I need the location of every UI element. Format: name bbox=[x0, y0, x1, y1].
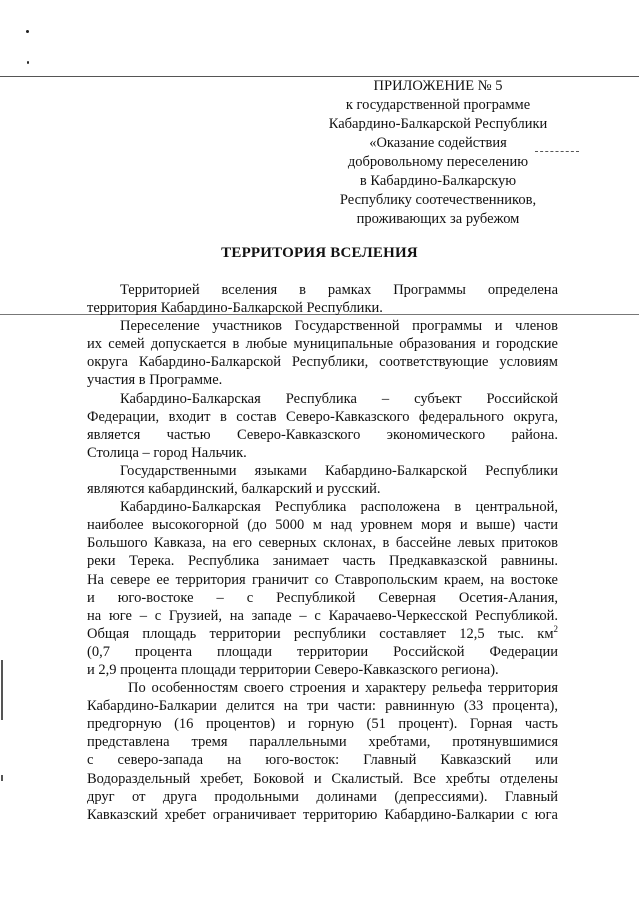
appendix-line: проживающих за рубежом bbox=[356, 211, 520, 227]
appendix-line: в Кабардино-Балкарскую bbox=[359, 173, 517, 189]
text-line: предгорную (16 процентов) и горную (51 процент). Горная часть bbox=[87, 716, 558, 733]
text-line: территория Кабардино-Балкарской Республики. bbox=[87, 300, 383, 317]
text-line: являются кабардинский, балкарский и русский. bbox=[87, 481, 381, 498]
text-line: Федерации, входит в состав Северо-Кавказского федерального округа, bbox=[87, 408, 558, 425]
text-line: Кавказский хребет ограничивает территорию Кабардино-Балкарии с юга bbox=[87, 806, 558, 823]
text-line: округа Кабардино-Балкарской Республики, соответствующие условиям bbox=[87, 354, 558, 371]
scan-dot bbox=[26, 30, 29, 33]
text-line: реки Терека. Республика занимает часть Предкавказской равнины. bbox=[87, 553, 558, 570]
text-line: На севере ее территория граничит со Ставропольским краем, на востоке bbox=[87, 571, 558, 588]
text-line: наиболее высокогорной (до 5000 м над уровнем моря и выше) части bbox=[87, 517, 558, 534]
text-line: Территорией вселения в рамках Программы определена bbox=[120, 282, 558, 298]
text-line bbox=[87, 625, 558, 643]
text-line: Кабардино-Балкарская Республика – субъект Российской bbox=[120, 390, 558, 407]
appendix-line: к государственной программе bbox=[345, 97, 531, 113]
text-line: с северо-запада на юго-восток: Главный Кавказский или bbox=[87, 752, 558, 769]
area-unit-superscript: 2 bbox=[553, 623, 558, 634]
scan-edge-mark bbox=[1, 775, 3, 781]
text-line: Водораздельный хребет, Боковой и Скалистый. Все хребты отделены bbox=[87, 770, 558, 787]
text-line: является частью Северо-Кавказского экономического района. bbox=[87, 426, 558, 443]
appendix-line: «Оказание содействия bbox=[369, 135, 507, 151]
text-line: Большого Кавказа, на его северных склонах, в бассейне левых притоков bbox=[87, 535, 558, 552]
scan-dot bbox=[27, 61, 29, 64]
text-line: друг от друга продольными долинами (депрессиями). Главный bbox=[87, 788, 558, 805]
appendix-line: Кабардино-Балкарской Республики bbox=[328, 116, 548, 132]
text-line: представлена тремя параллельными хребтами, протянувшимися bbox=[87, 734, 558, 751]
scan-edge-mark bbox=[1, 660, 3, 720]
text-line: Переселение участников Государственной программы и членов bbox=[120, 318, 558, 335]
text-line: их семей допускается в любые муниципальные образования и городские bbox=[87, 336, 558, 353]
body-text bbox=[87, 281, 558, 824]
text-line: По особенностям своего строения и характеру рельефа территория bbox=[128, 680, 558, 697]
text-line: Кабардино-Балкарии делится на три части: равнинную (33 процента), bbox=[87, 698, 558, 715]
appendix-line: Республику соотечественников, bbox=[339, 192, 537, 208]
area-text: Общая площадь территории республики составляет 12,5 тыс. км bbox=[87, 625, 554, 642]
text-line: Кабардино-Балкарская Республика расположена в центральной, bbox=[120, 499, 558, 516]
appendix-block bbox=[318, 77, 558, 229]
text-line: и юго-востоке – с Республикой Северная Осетия-Алания, bbox=[87, 589, 558, 606]
text-line: Государственными языками Кабардино-Балкарской Республики bbox=[120, 462, 558, 479]
appendix-line: добровольному переселению bbox=[347, 154, 529, 170]
text-line: участия в Программе. bbox=[87, 372, 223, 389]
text-line: (0,7 процента площади территории Российской Федерации bbox=[87, 643, 558, 660]
text-line: Столица – город Нальчик. bbox=[87, 444, 247, 461]
appendix-title: ПРИЛОЖЕНИЕ № 5 bbox=[373, 78, 503, 94]
section-heading: ТЕРРИТОРИЯ ВСЕЛЕНИЯ bbox=[221, 245, 418, 261]
text-line: на юге – с Грузией, на западе – с Карачаево-Черкесской Республикой. bbox=[87, 607, 558, 624]
text-line: и 2,9 процента площади территории Северо-Кавказского региона). bbox=[87, 661, 499, 678]
